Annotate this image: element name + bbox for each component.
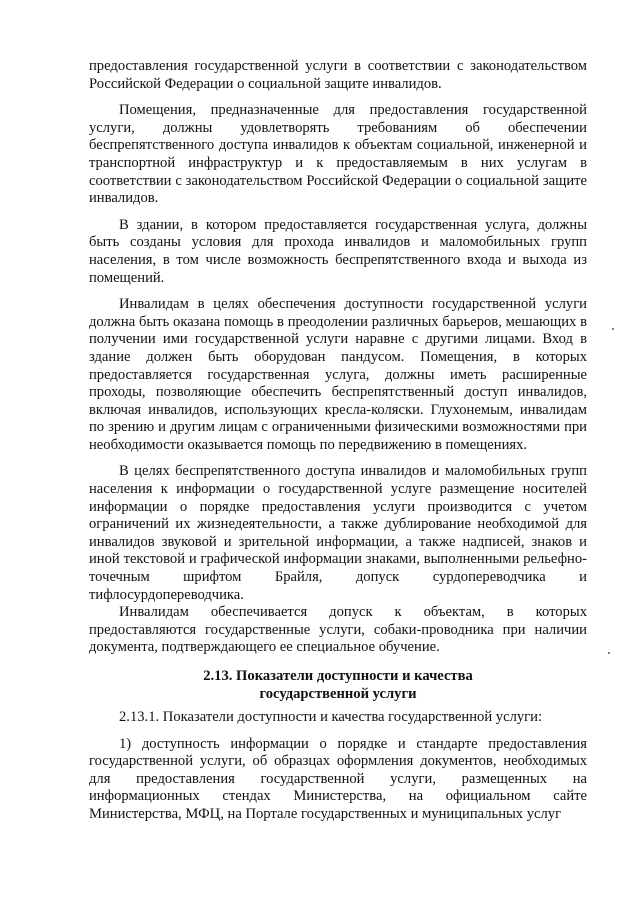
document-body	[89, 58, 587, 824]
scan-speck	[608, 652, 610, 654]
paragraph-continuation: предоставления государственной услуги в соответствии с законодательством Российской Федерации о социальной защите инвалидов.	[89, 58, 587, 92]
list-item-1: 1) доступность информации о порядке и стандарте предоставления государственной услуги, об образцах оформления документов, необходимых для предоставления государственной услуги, размещенных на информационных стендах Министерства, на официальном сайте Министерства, МФЦ, на Портале государственных и муниципальных услуг	[89, 735, 587, 822]
paragraph-information-access: В целях беспрепятственного доступа инвалидов и маломобильных групп населения к информации о государственной услуге размещение носителей информации о порядке предоставления услуги производится с учетом ограничений их жизнедеятельности, а также дублирование необходимой для инвалидов звуковой и зрительной информации, а также надписей, знаков и иной текстовой и графической информации знаками, выполненными рельефно-точечным шрифтом Брайля, допуск сурдопереводчика и тифлосурдопереводчика.	[89, 463, 587, 603]
paragraph-premises: Помещения, предназначенные для предоставления государственной услуги, должны удовлетворять требованиям об обеспечении беспрепятственного доступа инвалидов к объектам социальной, инженерной и транспортной инфраструктур и к предоставляемым в них услугам в соответствии с законодательством Российской Федерации о социальной защите инвалидов.	[89, 102, 587, 207]
paragraph-building: В здании, в котором предоставляется государственная услуга, должны быть созданы условия для прохода инвалидов и маломобильных групп населения, в том числе возможность беспрепятственного входа и выхода из помещений.	[89, 216, 587, 286]
section-heading-line2: государственной услуги	[259, 686, 417, 702]
paragraph-assistance: Инвалидам в целях обеспечения доступности государственной услуги должна быть оказана помощь в преодолении различных барьеров, мешающих в получении ими государственной услуги наравне с другими лицами. Вход в здание должен быть оборудован пандусом. Помещения, в которых предоставляется государственная услуга, должны иметь расширенные проходы, позволяющие обеспечить беспрепятственный доступ инвалидов, включая инвалидов, использующих кресла-коляски. Глухонемым, инвалидам по зрению и другим лицам с ограниченными физическими возможностями при необходимости оказывается помощь по передвижению в помещениях.	[89, 296, 587, 453]
section-heading-line1: 2.13. Показатели доступности и качества	[203, 668, 473, 684]
scan-speck	[612, 328, 614, 330]
section-heading	[89, 667, 587, 703]
subsection-title: 2.13.1. Показатели доступности и качества государственной услуги:	[119, 709, 543, 725]
paragraph-guide-dog: Инвалидам обеспечивается допуск к объектам, в которых предоставляются государственные услуги, собаки-проводника при наличии документа, подтверждающего ее специальное обучение.	[89, 604, 587, 656]
